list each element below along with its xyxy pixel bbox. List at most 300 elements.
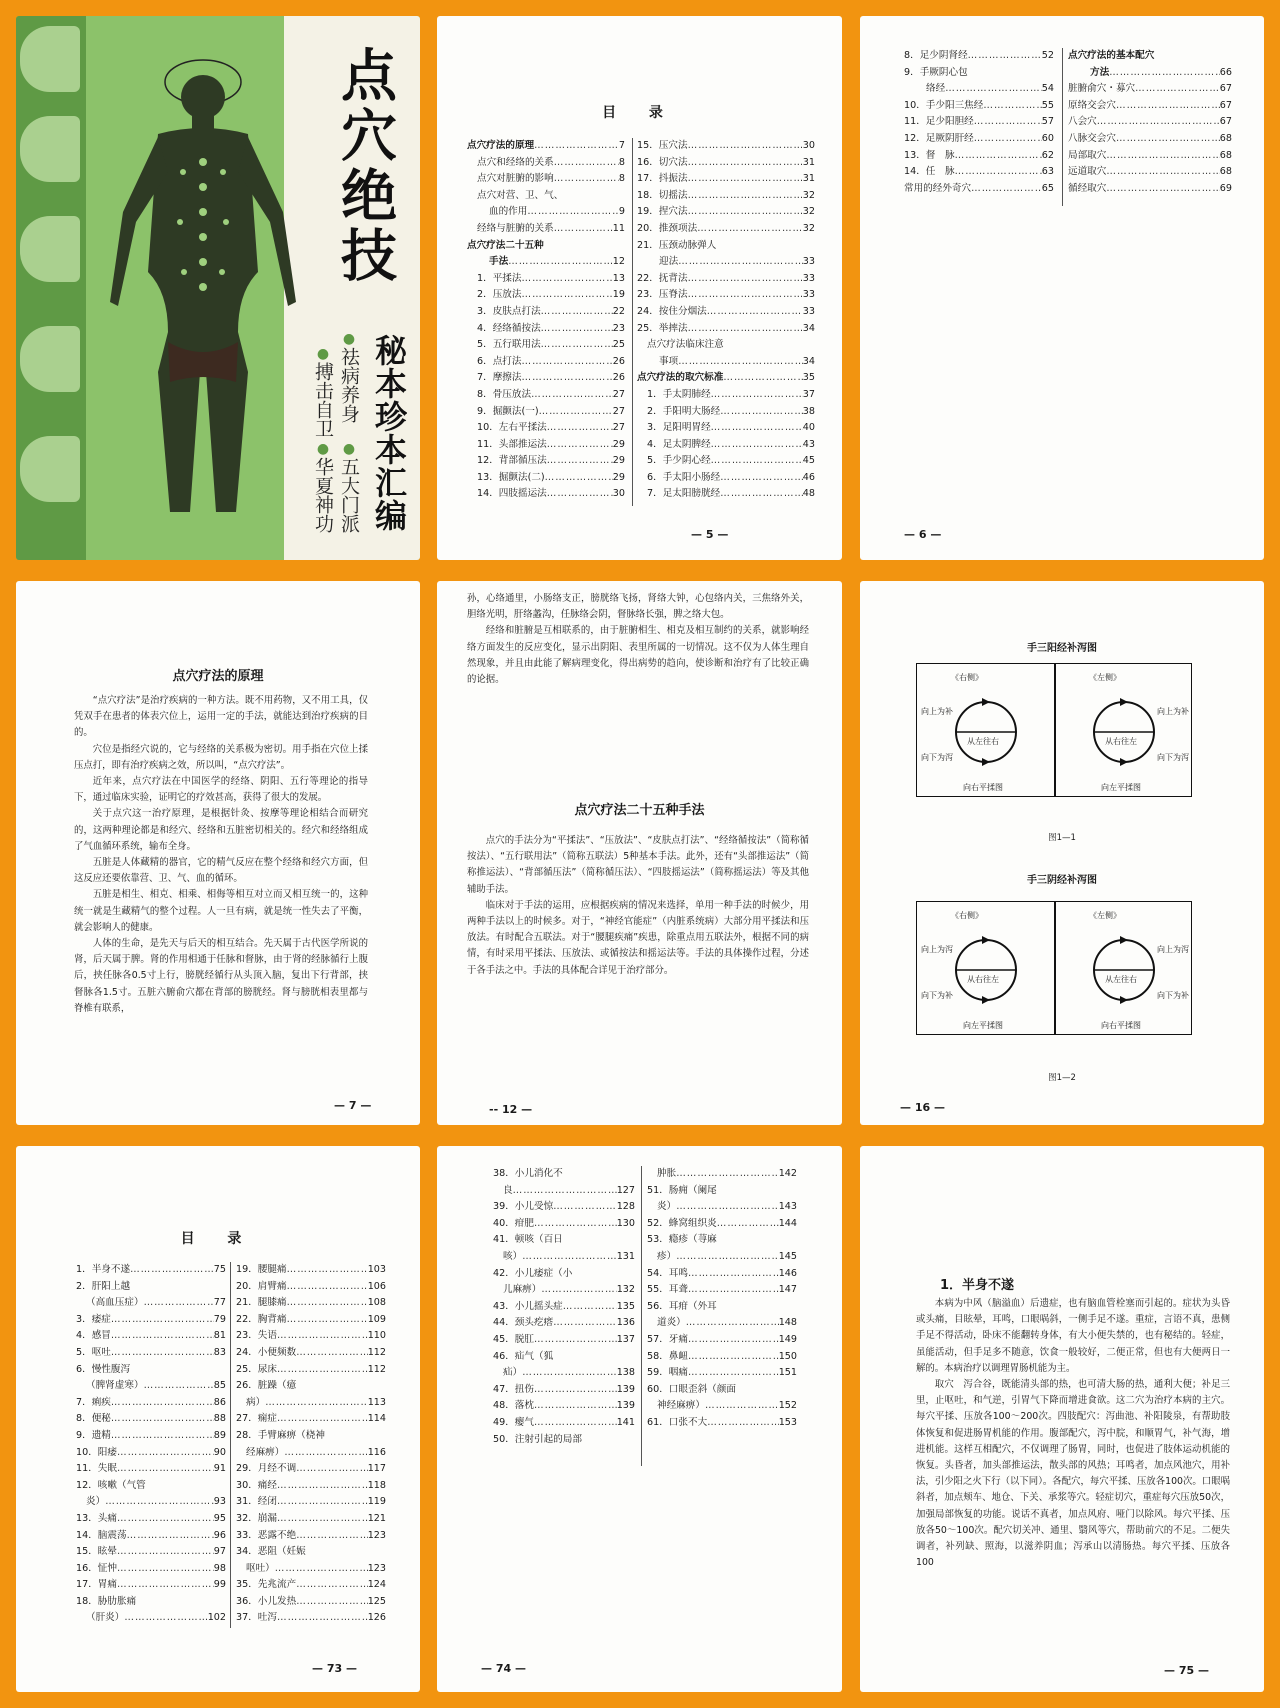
toc-entry (467, 337, 625, 354)
toc-entry-title: 50．注射引起的局部 (493, 1433, 582, 1445)
toc-entry (637, 420, 815, 437)
toc-entry (467, 437, 625, 454)
toc-entry-title: 56．耳疳（外耳 (647, 1300, 717, 1312)
toc-entry (467, 420, 625, 437)
toc-right-column (637, 138, 815, 503)
toc-leader-dots (688, 287, 803, 304)
column-divider (230, 1262, 231, 1628)
toc-leader-dots (945, 81, 1042, 98)
toc-entry (1068, 114, 1232, 131)
direction-label: 向上为补 (921, 707, 953, 716)
toc-entry-page: 19 (612, 289, 625, 301)
text-page-12 (437, 581, 842, 1125)
page-number: — 75 — (1164, 1664, 1209, 1677)
toc-entry-title: 5．呕吐 (76, 1346, 111, 1358)
toc-entry-page: 12 (612, 256, 625, 268)
toc-entry (493, 1199, 635, 1216)
toc-entry-title: 八会穴 (1068, 116, 1097, 128)
toc-entry-page: 114 (367, 1413, 386, 1425)
toc-leader-dots (105, 1494, 214, 1511)
toc-entry-page: 138 (616, 1367, 635, 1379)
toc-entry-title: 原络交会穴 (1068, 99, 1116, 111)
toc-entry (236, 1461, 386, 1478)
toc-leader-dots (287, 1312, 368, 1329)
toc-entry (1068, 65, 1232, 82)
toc-entry (236, 1478, 386, 1495)
toc-entry-page: 139 (616, 1400, 635, 1412)
toc-leader-dots (553, 1315, 617, 1332)
bottom-label: 向右平揉图 (963, 783, 1003, 792)
toc-leader-dots (1106, 164, 1219, 181)
toc-entry (904, 148, 1054, 165)
toc-entry-title: 炎） (657, 1201, 677, 1213)
toc-leader-dots (296, 1345, 368, 1362)
toc-entry (493, 1415, 635, 1432)
toc-entry-title: 25．尿床 (236, 1363, 277, 1375)
body-text (916, 1296, 1230, 1571)
toc-entry-title: 良 (503, 1184, 513, 1196)
body-text-top (467, 591, 809, 688)
toc-entry (467, 254, 625, 271)
toc-entry-page: 67 (1219, 83, 1232, 95)
toc-entry (467, 204, 625, 221)
toc-leader-dots (688, 171, 803, 188)
direction-label: 向上为补 (1157, 707, 1189, 716)
toc-leader-dots (688, 271, 803, 288)
toc-entry-page: 106 (367, 1280, 386, 1292)
toc-entry (647, 1282, 797, 1299)
toc-entry (637, 171, 815, 188)
toc-entry-page: 102 (207, 1612, 226, 1624)
toc-entry-title: 7．足太阳膀胱经 (647, 488, 721, 500)
toc-entry (236, 1262, 386, 1279)
toc-leader-dots (720, 486, 803, 503)
toc-leader-dots (554, 221, 613, 238)
toc-entry (76, 1295, 226, 1312)
toc-leader-dots (688, 1282, 779, 1299)
toc-entry-title: 1．半身不遂 (76, 1264, 131, 1275)
toc-entry (236, 1279, 386, 1296)
toc-leader-dots (547, 437, 613, 454)
toc-entry-title: 18．切摇法 (637, 189, 688, 201)
toc-entry (493, 1349, 635, 1366)
paragraph: 五脏是人体藏精的器官，它的精气反应在整个经络和经穴方面，但这反应还要依靠营、卫、气、血的循环。 (74, 857, 368, 885)
toc-entry-page: 93 (213, 1496, 226, 1508)
cover-tag-1: ●祛病养身 (338, 331, 360, 423)
toc-entry-title: 12．足厥阴肝经 (904, 132, 974, 144)
toc-entry (76, 1544, 226, 1561)
toc-entry (76, 1411, 226, 1428)
toc-entry (637, 337, 815, 354)
sun-icon (20, 436, 80, 502)
toc-entry-page: 118 (367, 1479, 386, 1491)
toc-entry-page: 113 (367, 1396, 386, 1408)
toc-entry-page: 121 (367, 1512, 386, 1524)
toc-leader-dots (508, 254, 613, 271)
toc-page-74 (437, 1146, 842, 1692)
toc-entry-title: 28．手臂麻痹（桡神 (236, 1429, 325, 1441)
arrow-icon (982, 698, 990, 706)
toc-leader-dots (522, 1249, 617, 1266)
text-page-75 (860, 1146, 1264, 1692)
column-divider (641, 1166, 642, 1466)
toc-leader-dots (296, 1577, 368, 1594)
body-text (467, 833, 809, 979)
toc-entry-page: 132 (616, 1284, 635, 1296)
toc-leader-dots (111, 1328, 214, 1345)
toc-entry-page: 112 (367, 1363, 386, 1375)
toc-entry (236, 1312, 386, 1329)
paragraph: 取穴 泻合谷，既能清头部的热，也可清大肠的热，通利大便；补足三里，止呕吐，和气逆，引胃气下降而增进食欲。这二穴为治疗本病的主穴。每穴平揉、压放各100～200次。四肢配穴：泻曲池、补阳陵泉，有帮助肢体恢复和促进肠胃机能的作用。腹部配穴，泻中脘，和顺胃气，补气海，增进机能。这样互相配穴，不仅调理了肠胃，同时，也促进了肢体运动机能的恢复。头昏者，加头部推运法，散头部的风热；耳鸣者，加点风池穴，用补法，引少阳之火下行（以下同）。各配穴，每穴平揉、压放各100次。口眼㖞斜者，加点颊车、地仓、下关、承浆等穴。轻症切穴，重症每穴压放50次，加强局部恢复的功能。说话不真者，加点风府、哑门以除风。每穴平揉、压放各50～100次。配穴切关冲、通里、翳风等穴，帮助前穴的不足。二便失调者，补列缺、照海，以滋养阴血；泻承山以清肠热。每穴平揉、压放各100 (916, 1379, 1230, 1569)
toc-entry (647, 1183, 797, 1200)
section-heading: 点穴疗法的原理 (172, 669, 264, 684)
page-number: — 7 — (334, 1099, 372, 1112)
toc-entry-page: 66 (1219, 66, 1232, 78)
toc-leader-dots (688, 138, 803, 155)
body-text (74, 693, 368, 1017)
toc-entry-title: （脾肾虚寒） (86, 1380, 144, 1392)
toc-entry-page: 67 (1219, 116, 1232, 128)
toc-entry (76, 1577, 226, 1594)
toc-entry-title: 3．皮肤点打法 (477, 305, 541, 317)
toc-entry (236, 1362, 386, 1379)
toc-entry (493, 1382, 635, 1399)
arrow-icon (982, 936, 990, 944)
toc-entry-page: 34 (802, 355, 815, 367)
toc-left-column (467, 138, 625, 503)
toc-entry (467, 321, 625, 338)
toc-entry (493, 1266, 635, 1283)
toc-entry (637, 387, 815, 404)
toc-leader-dots (527, 204, 619, 221)
toc-leader-dots (688, 155, 803, 172)
toc-leader-dots (130, 1262, 214, 1279)
toc-entry-page: 55 (1041, 99, 1054, 111)
toc-leader-dots (117, 1577, 214, 1594)
toc-entry-page: 139 (616, 1383, 635, 1395)
toc-entry-page: 85 (213, 1380, 226, 1392)
toc-entry-title: 点穴疗法临床注意 (647, 339, 724, 351)
section-heading: 点穴疗法二十五种手法 (574, 803, 705, 818)
toc-entry (76, 1594, 226, 1611)
toc-leader-dots (277, 1511, 368, 1528)
direction-label: 向下为泻 (1157, 753, 1189, 762)
toc-entry-page: 68 (1219, 132, 1232, 144)
toc-entry-page: 153 (778, 1416, 797, 1428)
toc-entry-title: 道炎） (657, 1317, 686, 1329)
toc-leader-dots (563, 1299, 617, 1316)
toc-entry (236, 1544, 386, 1561)
toc-entry (493, 1299, 635, 1316)
diagram-title-2: 手三阴经补泻图 (1027, 875, 1097, 886)
toc-entry-title: 13．头痛 (76, 1512, 117, 1524)
toc-entry (493, 1183, 635, 1200)
toc-entry-title: 9．遗精 (76, 1429, 111, 1441)
toc-leader-dots (1106, 181, 1219, 198)
toc-entry-page: 22 (612, 305, 625, 317)
toc-entry-title: 12．咳嗽（气管 (76, 1479, 146, 1491)
section-heading: 1．半身不遂 (940, 1278, 1015, 1293)
toc-leader-dots (554, 155, 619, 172)
toc-entry (904, 164, 1054, 181)
center-label: 从右往左 (1105, 737, 1137, 746)
toc-entry-title: 3．足阳明胃经 (647, 422, 711, 434)
toc-entry-title: 35．先兆流产 (236, 1579, 297, 1591)
toc-entry-page: 37 (802, 388, 815, 400)
toc-entry (467, 304, 625, 321)
bottom-label: 向左平揉图 (963, 1021, 1003, 1030)
toc-leader-dots (686, 1315, 779, 1332)
toc-leader-dots (144, 1295, 214, 1312)
toc-leader-dots (688, 321, 803, 338)
toc-leader-dots (277, 1411, 368, 1428)
toc-leader-dots (111, 1345, 214, 1362)
toc-entry-title: 43．小儿摇头症 (493, 1300, 563, 1312)
toc-leader-dots (554, 171, 619, 188)
toc-entry-page: 29 (612, 471, 625, 483)
toc-entry (236, 1445, 386, 1462)
toc-entry-page: 97 (213, 1546, 226, 1558)
toc-entry (904, 81, 1054, 98)
toc-entry-title: 点穴对营、卫、气、 (477, 189, 564, 201)
toc-leader-dots (971, 181, 1042, 198)
toc-entry-page: 33 (802, 272, 815, 284)
toc-entry (467, 387, 625, 404)
toc-entry-page: 33 (802, 289, 815, 301)
toc-entry (467, 188, 625, 205)
toc-leader-dots (296, 1461, 368, 1478)
toc-leader-dots (711, 420, 803, 437)
page-number: -- 12 — (489, 1103, 533, 1116)
toc-entry (467, 404, 625, 421)
toc-entry (637, 354, 815, 371)
toc-entry-page: 144 (778, 1217, 797, 1229)
toc-entry-title: 7．痢疾 (76, 1396, 111, 1408)
toc-entry-page: 123 (367, 1562, 386, 1574)
toc-entry-page: 68 (1219, 166, 1232, 178)
toc-entry-title: 迎法 (659, 256, 679, 268)
toc-leader-dots (707, 1415, 779, 1432)
toc-leader-dots (534, 1382, 617, 1399)
toc-entry (76, 1445, 226, 1462)
toc-entry (637, 155, 815, 172)
paragraph: 临床对于手法的运用，应根据疾病的情况来选择，单用一种手法的时候少，用两种手法以上的时候多。对于，“神经官能症”（内脏系统病）大部分用平揉法和压放法。有时配合五联法。对于“腰腿疾痛”疾患，除重点用五联法外，根据不同的病情，有时采用平揉法、压放法、或循按法和摇运法等。手法的具体操作过程，分述于各手法之中。手法的具体配合详见于治疗部分。 (467, 899, 809, 976)
paragraph: 点穴的手法分为“平揉法”、“压放法”、“皮肤点打法”、“经络循按法”（简称循按法）、“五行联用法”（简称五联法）5种基本手法。此外，还有“头部推运法”（简称推运法）、“背部循压法”（简称循压法）、“四肢摇运法”（简称摇运法）等及其他辅助手法。 (467, 835, 809, 895)
toc-entry-title: 40．疳肥 (493, 1217, 534, 1229)
toc-entry-page: 65 (1041, 182, 1054, 194)
toc-entry-page: 112 (367, 1346, 386, 1358)
page-number: — 5 — (691, 528, 729, 541)
toc-entry-page: 43 (802, 438, 815, 450)
toc-entry (76, 1395, 226, 1412)
toc-entry-title: 呕吐） (246, 1562, 275, 1574)
toc-entry-title: 咳） (503, 1250, 523, 1262)
toc-entry (1068, 48, 1232, 65)
side-label-right: 《左侧》 (1089, 911, 1121, 920)
toc-entry-page: 145 (778, 1250, 797, 1262)
toc-entry (647, 1232, 797, 1249)
toc-entry-title: 42．小儿痿症（小 (493, 1267, 573, 1279)
toc-leader-dots (534, 138, 619, 155)
toc-leader-dots (717, 1216, 779, 1233)
toc-leader-dots (688, 1332, 779, 1349)
toc-leader-dots (127, 1528, 214, 1545)
toc-entry-title: 12．背部循压法 (477, 455, 547, 467)
toc-entry-title: 疝） (503, 1367, 523, 1379)
center-label: 从左往右 (1105, 975, 1137, 984)
paragraph: 经络和脏腑是互相联系的，由于脏腑相生、相克及相互制约的关系，就影响经络方面发生的反应变化，显示出阴阳、表里所属的一切情况。这不仅为人体生理自然现象，并且由此能了解病理变化，得出病势的趋向，使诊断和治疗有了比较正确的论据。 (467, 625, 809, 686)
toc-entry-title: 21．腿膝痛 (236, 1297, 287, 1309)
toc-entry (236, 1295, 386, 1312)
toc-entry (637, 370, 815, 387)
toc-entry-page: 116 (367, 1446, 386, 1458)
toc-entry-page: 62 (1041, 149, 1054, 161)
toc-entry-title: 20．推颈项法 (637, 222, 698, 234)
toc-left-column (76, 1262, 226, 1627)
side-label-left: 《右侧》 (951, 673, 983, 682)
toc-entry-title: 3．痿症 (76, 1313, 111, 1325)
toc-entry (1068, 164, 1232, 181)
toc-entry-title: 22．抚背法 (637, 272, 688, 284)
toc-entry-title: 神经麻痹） (657, 1400, 705, 1412)
toc-entry-page: 131 (616, 1250, 635, 1262)
toc-entry-title: 48．落枕 (493, 1400, 534, 1412)
diagram-title-1: 手三阳经补泻图 (1027, 643, 1097, 654)
toc-entry (904, 114, 1054, 131)
toc-entry-title: 远道取穴 (1068, 166, 1107, 178)
toc-leader-dots (1097, 114, 1220, 131)
toc-entry (647, 1166, 797, 1183)
toc-entry-title: 36．小儿发热 (236, 1595, 297, 1607)
toc-entry (647, 1216, 797, 1233)
toc-leader-dots (277, 1328, 368, 1345)
toc-entry-title: 点穴疗法二十五种 (467, 239, 544, 251)
toc-leader-dots (974, 114, 1042, 131)
toc-entry-title: 17．抖振法 (637, 173, 688, 185)
toc-leader-dots (711, 387, 803, 404)
toc-entry-title: 4．感冒 (76, 1330, 111, 1342)
toc-entry-title: 51．肠痈（阑尾 (647, 1184, 717, 1196)
bottom-label: 向右平揉图 (1101, 1021, 1141, 1030)
toc-title: 目 录 (180, 1231, 256, 1247)
toc-entry-page: 48 (802, 488, 815, 500)
page-number: — 73 — (312, 1662, 357, 1675)
toc-entry-page: 99 (213, 1579, 226, 1591)
toc-entry-page: 130 (616, 1217, 635, 1229)
arrow-icon (1120, 758, 1128, 766)
toc-entry-page: 7 (618, 140, 625, 151)
figure-caption-2: 图1—2 (1048, 1073, 1076, 1083)
toc-entry-page: 75 (213, 1264, 226, 1275)
toc-leader-dots (547, 453, 613, 470)
toc-entry-title: 手法 (489, 256, 509, 268)
toc-entry-page: 83 (213, 1346, 226, 1358)
toc-entry-page: 91 (213, 1463, 226, 1475)
toc-entry-title: 11．失眠 (76, 1463, 117, 1475)
toc-entry-title: 58．鼻衄 (647, 1350, 688, 1362)
toc-entry-page: 57 (1041, 116, 1054, 128)
toc-entry-title: 60．口眼歪斜（颜面 (647, 1383, 736, 1395)
toc-entry (647, 1199, 797, 1216)
toc-entry-title: 8．足少阴肾经 (904, 50, 968, 61)
side-label-right: 《左侧》 (1089, 673, 1121, 682)
toc-entry-page: 35 (802, 372, 815, 384)
toc-entry-page: 27 (612, 405, 625, 417)
toc-entry (493, 1432, 635, 1449)
toc-leader-dots (723, 370, 802, 387)
toc-entry-title: 11．头部推运法 (477, 438, 547, 450)
toc-entry (76, 1494, 226, 1511)
toc-entry (76, 1561, 226, 1578)
toc-entry (637, 287, 815, 304)
toc-entry-page: 109 (367, 1313, 386, 1325)
toc-entry-title: 炎） (86, 1496, 106, 1508)
page-number: — 16 — (900, 1101, 945, 1114)
toc-entry (236, 1511, 386, 1528)
toc-entry (1068, 131, 1232, 148)
toc-entry-title: 8．骨压放法 (477, 388, 532, 400)
toc-entry (647, 1382, 797, 1399)
toc-entry-title: 11．足少阳胆经 (904, 116, 974, 128)
toc-entry-title: 络经 (926, 83, 946, 95)
hand-image (20, 116, 80, 182)
toc-right-column (1068, 48, 1232, 197)
toc-leader-dots (277, 1494, 368, 1511)
toc-entry-page: 27 (612, 422, 625, 434)
toc-entry-page: 95 (213, 1512, 226, 1524)
toc-leader-dots (117, 1544, 214, 1561)
toc-left-column (493, 1166, 635, 1448)
toc-entry (76, 1262, 226, 1279)
toc-leader-dots (124, 1610, 207, 1627)
toc-entry-title: 7．摩擦法 (477, 372, 522, 384)
toc-leader-dots (545, 470, 613, 487)
hand-image (20, 326, 80, 392)
toc-entry (493, 1232, 635, 1249)
toc-entry-title: 5．手少阴心经 (647, 455, 711, 467)
center-label: 从右往左 (967, 975, 999, 984)
toc-entry-title: 25．举摔法 (637, 322, 688, 334)
toc-entry-title: 10．手少阳三焦经 (904, 99, 984, 111)
page-number: — 74 — (481, 1662, 526, 1675)
direction-label: 向下为补 (921, 991, 953, 1000)
toc-entry-title: 21．压颈动脉弹人 (637, 239, 717, 251)
toc-entry (637, 486, 815, 503)
toc-entry (493, 1315, 635, 1332)
paragraph: 穴位是指经穴说的，它与经络的关系极为密切。用手指在穴位上揉压点打，即有治疗疾病之效，所以叫，“点穴疗法”。 (74, 743, 368, 771)
toc-entry (76, 1511, 226, 1528)
toc-leader-dots (1106, 148, 1219, 165)
toc-entry (467, 221, 625, 238)
direction-label: 向上为泻 (921, 945, 953, 954)
toc-entry (467, 354, 625, 371)
page-number: — 6 — (904, 528, 942, 541)
toc-right-column (647, 1166, 797, 1432)
toc-entry (904, 98, 1054, 115)
paragraph: 近年来，点穴疗法在中国医学的经络、阴阳、五行等理论的指导下，通过临床实验，证明它的疗效甚高，获得了很大的发展。 (74, 776, 368, 804)
toc-entry-title: 病） (246, 1396, 266, 1408)
toc-entry-title: 18．胁肋胀痛 (76, 1595, 137, 1607)
toc-entry-title: 局部取穴 (1068, 149, 1107, 161)
toc-entry-title: 2．肝阳上越 (76, 1280, 131, 1292)
toc-entry (76, 1528, 226, 1545)
toc-entry (236, 1561, 386, 1578)
toc-entry-title: 点穴对脏腑的影响 (477, 173, 554, 185)
toc-leader-dots (688, 1349, 779, 1366)
toc-entry-title: 22．胸背痛 (236, 1313, 287, 1325)
toc-leader-dots (284, 1445, 367, 1462)
toc-entry (467, 370, 625, 387)
